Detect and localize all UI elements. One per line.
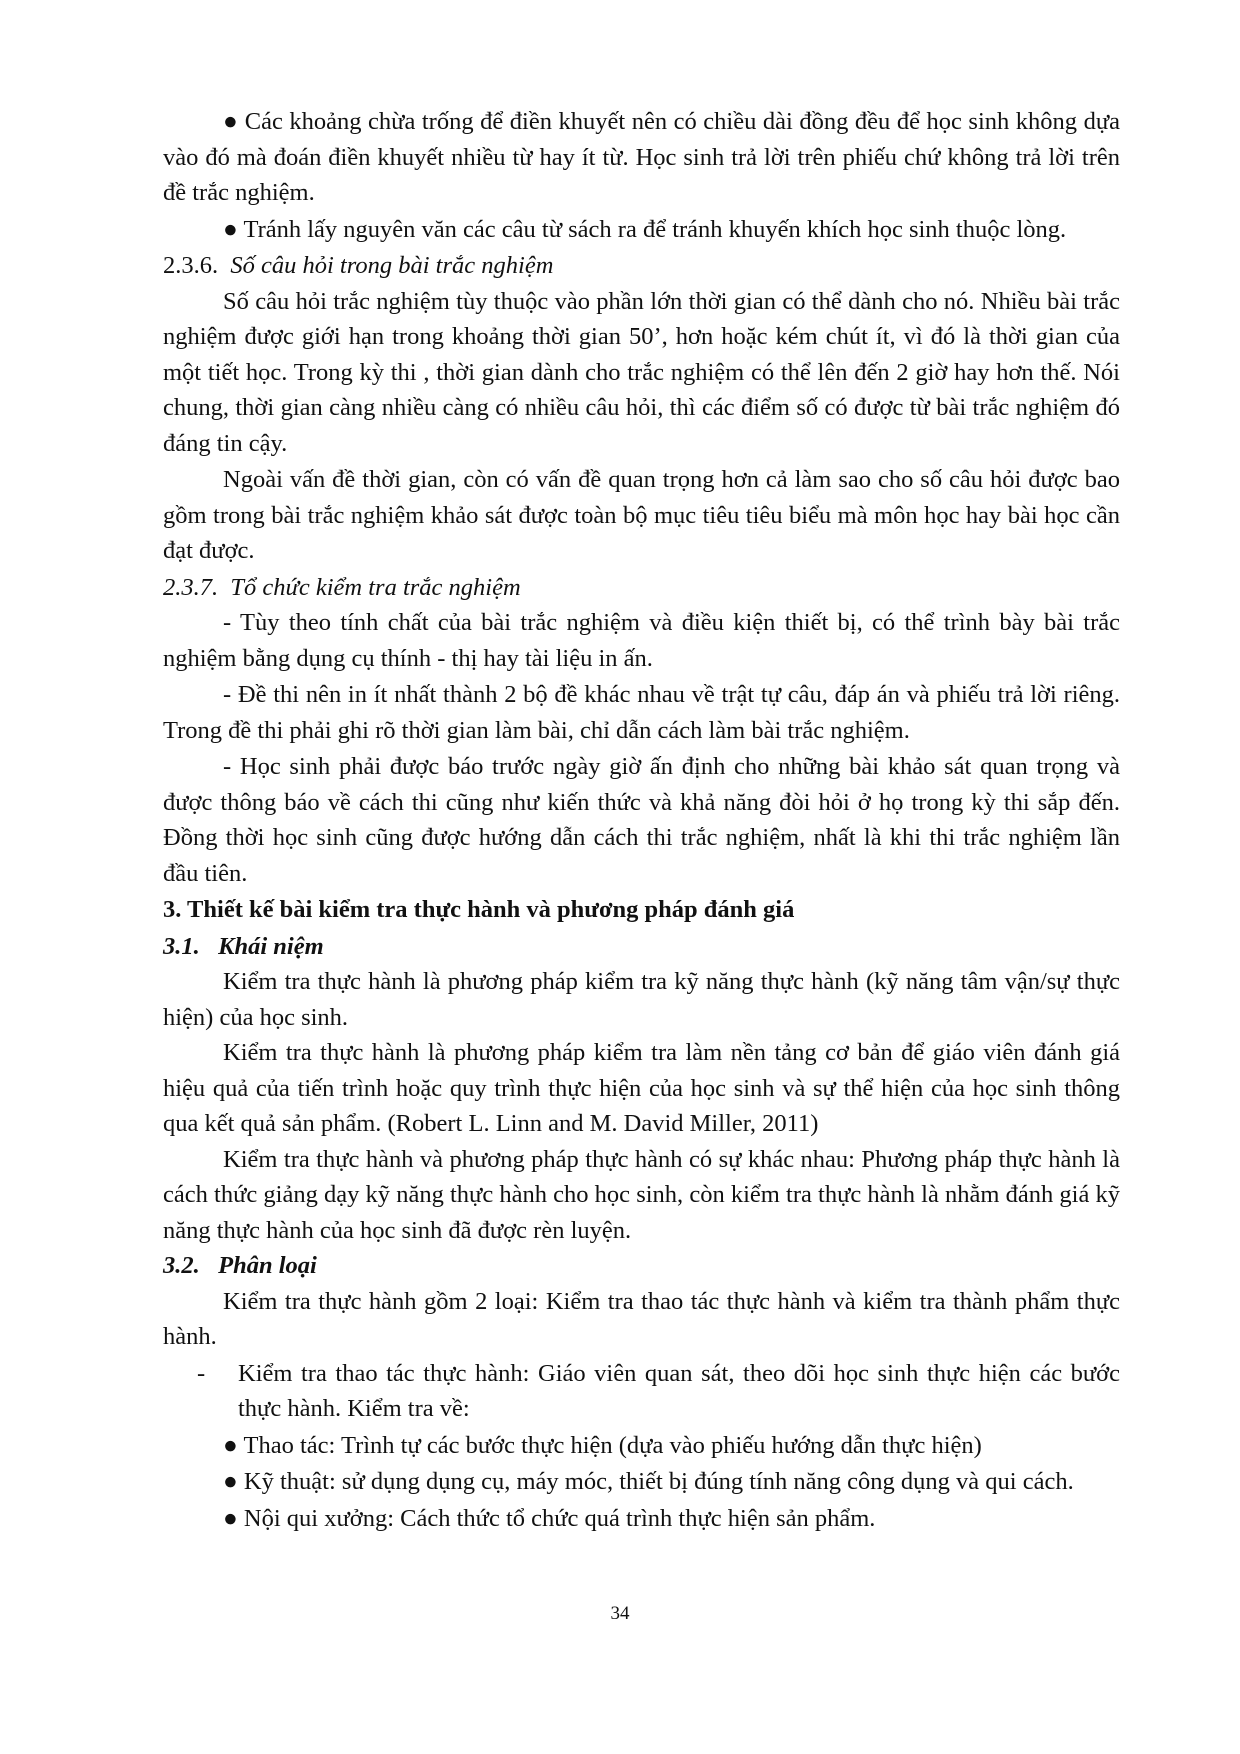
body-paragraph: Kiểm tra thực hành và phương pháp thực hành có sự khác nhau: Phương pháp thực hành là cách thức giảng dạy kỹ năng thực hành cho học sinh, còn kiểm tra thực hành là nhằm đánh giá kỹ năng thực hành của học sinh đã được rèn luyện. [163, 1145, 1120, 1244]
bullet-paragraph: ● Nội qui xưởng: Cách thức tổ chức quá trình thực hiện sản phẩm. [223, 1504, 876, 1532]
section-heading-3: 3. Thiết kế bài kiểm tra thực hành và phương pháp đánh giá [163, 896, 795, 923]
dash-paragraph: - Đề thi nên in ít nhất thành 2 bộ đề khác nhau về trật tự câu, đáp án và phiếu trả lời riêng. Trong đề thi phải ghi rõ thời gian làm bài, chỉ dẫn cách làm bài trắc nghiệm. [163, 681, 1120, 744]
bullet-paragraph: ● Tránh lấy nguyên văn các câu từ sách ra để tránh khuyến khích học sinh thuộc lòng. [223, 215, 1067, 243]
section-number: 2.3.6. [163, 252, 219, 279]
dash-list-text: Kiểm tra thao tác thực hành: Giáo viên quan sát, theo dõi học sinh thực hiện các bước thực hành. Kiểm tra về: [238, 1359, 1120, 1422]
page-number: 34 [610, 1603, 630, 1624]
section-title: Tổ chức kiểm tra trắc nghiệm [230, 573, 521, 601]
dash-marker: - [197, 1359, 206, 1387]
dash-paragraph: - Tùy theo tính chất của bài trắc nghiệm và điều kiện thiết bị, có thể trình bày bài trắc nghiệm bằng dụng cụ thính - thị hay tài liệu in ấn. [163, 609, 1120, 672]
section-heading-2-3-6 [163, 248, 1120, 284]
bullet-paragraph: ● Thao tác: Trình tự các bước thực hiện (dựa vào phiếu hướng dẫn thực hiện) [223, 1431, 982, 1459]
body-paragraph: Ngoài vấn đề thời gian, còn có vấn đề quan trọng hơn cả làm sao cho số câu hỏi được bao gồm trong bài trắc nghiệm khảo sát được toàn bộ mục tiêu tiêu biểu mà môn học hay bài học cần đạt được. [163, 466, 1120, 564]
bullet-paragraph: ● Kỹ thuật: sử dụng dụng cụ, máy móc, thiết bị đúng tính năng công dụng và qui cách. [223, 1468, 1074, 1495]
body-paragraph: Kiểm tra thực hành gồm 2 loại: Kiểm tra thao tác thực hành và kiểm tra thành phẩm thực hành. [163, 1287, 1120, 1350]
dash-paragraph: - Học sinh phải được báo trước ngày giờ ấn định cho những bài khảo sát quan trọng và được thông báo về cách thi cũng như kiến thức và khả năng đòi hỏi ở họ trong kỳ thi sắp đến. Đồng thời học sinh cũng được hướng dẫn cách thi trắc nghiệm, nhất là khi thi trắc nghiệm lần đầu tiên. [163, 753, 1120, 887]
section-title: Số câu hỏi trong bài trắc nghiệm [230, 252, 554, 279]
dash-list-item [163, 1356, 1120, 1427]
section-heading-3-1: 3.1. Khái niệm [163, 932, 324, 960]
body-paragraph: Kiểm tra thực hành là phương pháp kiểm tra kỹ năng thực hành (kỹ năng tâm vận/sự thực hiện) của học sinh. [163, 968, 1120, 1031]
section-heading-2-3-7 [163, 570, 1120, 606]
body-paragraph: Kiểm tra thực hành là phương pháp kiểm tra làm nền tảng cơ bản để giáo viên đánh giá hiệu quả của tiến trình hoặc quy trình thực hiện của học sinh và sự thể hiện của học sinh thông qua kết quả sản phẩm. (Robert L. Linn and M. David Miller, 2011) [163, 1039, 1120, 1137]
section-heading-3-2: 3.2. Phân loại [163, 1252, 317, 1279]
section-number: 2.3.7. [163, 573, 219, 601]
page-content [163, 104, 1120, 1536]
body-paragraph: Số câu hỏi trắc nghiệm tùy thuộc vào phần lớn thời gian có thể dành cho nó. Nhiều bài trắc nghiệm được giới hạn trong khoảng thời gian 50’, hơn hoặc kém chút ít, vì đó là thời gian của một tiết học. Trong kỳ thi , thời gian dành cho trắc nghiệm có thể lên đến 2 giờ hay hơn thế. Nói chung, thời gian càng nhiều càng có nhiều câu hỏi, thì các điểm số có được từ bài trắc nghiệm đó đáng tin cậy. [163, 287, 1120, 457]
bullet-paragraph: ● Các khoảng chừa trống để điền khuyết nên có chiều dài đồng đều để học sinh không dựa vào đó mà đoán điền khuyết nhiều từ hay ít từ. Học sinh trả lời trên phiếu chứ không trả lời trên đề trắc nghiệm. [163, 108, 1120, 206]
